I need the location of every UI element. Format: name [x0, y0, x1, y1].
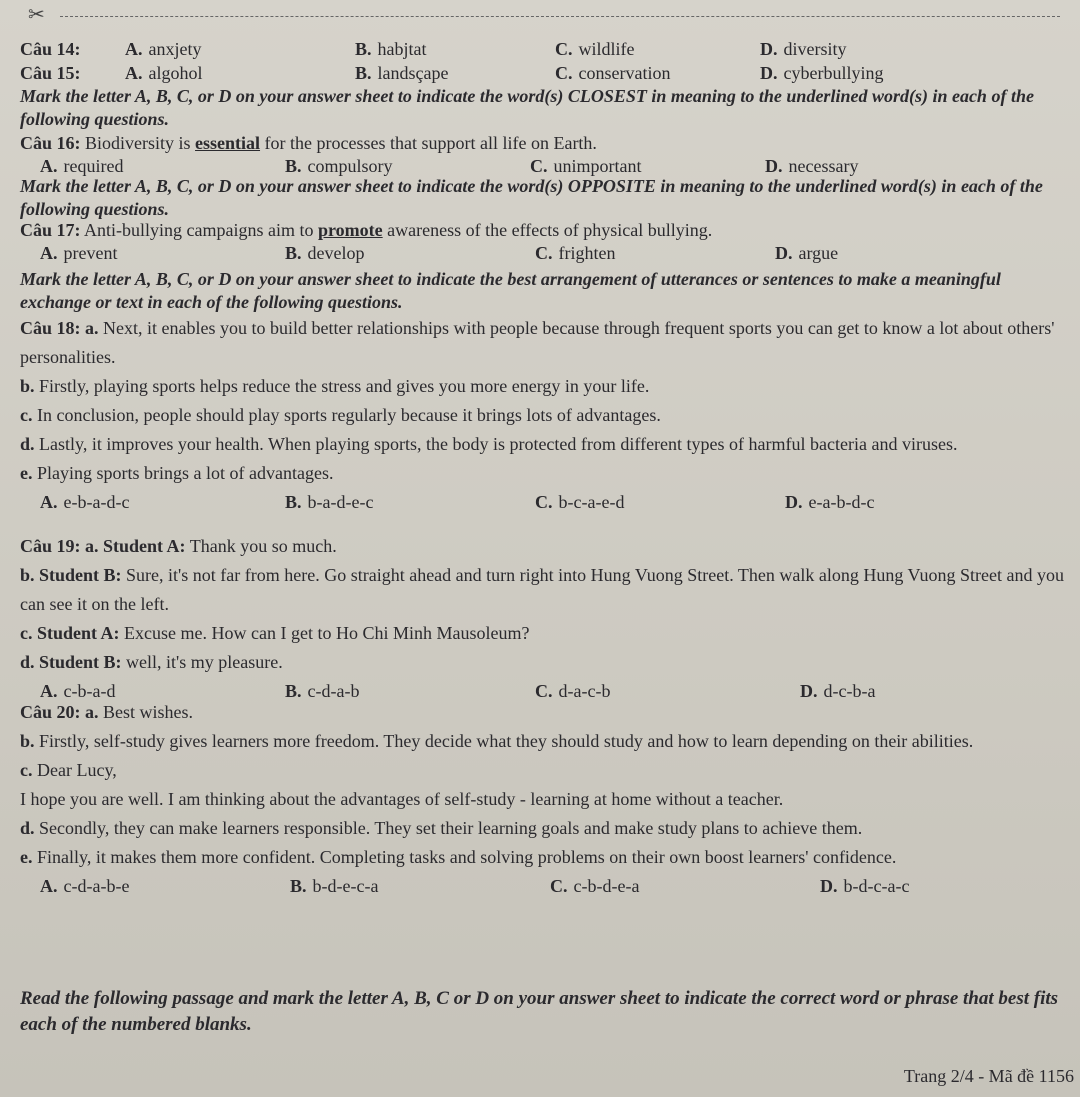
part-b: b. Firstly, self-study gives learners more freedom. They decide what they should study and how to learn depending on their abilities. [20, 731, 974, 751]
option-a[interactable]: A. anxjety [125, 39, 202, 59]
question-17: Câu 17: Anti-bullying campaigns aim to promote awareness of the effects of physical bullying. A. prevent B. develop C. frighten D. argue [20, 220, 839, 263]
question-18 [20, 314, 1068, 516]
option-d[interactable]: D. diversity [760, 39, 847, 59]
question-16: Câu 16: Biodiversity is essential for the processes that support all life on Earth. A. required B. compulsory C. unimportant D. necessary [20, 133, 859, 176]
option-c[interactable]: C. d-a-c-b [535, 681, 611, 701]
scissors-icon: ✂ [28, 4, 45, 26]
instruction-closest: Mark the letter A, B, C, or D on your answer sheet to indicate the word(s) CLOSEST in meaning to the underlined word(s) in each of the following questions. [20, 86, 1034, 129]
part-c: c. Dear Lucy, [20, 760, 117, 780]
option-a[interactable]: A. prevent [40, 243, 118, 263]
option-c[interactable]: C. frighten [535, 243, 616, 263]
option-c[interactable]: C. unimportant [530, 156, 642, 176]
question-label: Câu 14: [20, 39, 81, 59]
option-c[interactable]: C. b-c-a-e-d [535, 492, 625, 512]
sentence-c: c. In conclusion, people should play sports regularly because it brings lots of advantages. [20, 405, 661, 425]
option-d[interactable]: D. argue [775, 243, 839, 263]
question-label: Câu 19: [20, 536, 81, 556]
option-b[interactable]: B. c-d-a-b [285, 681, 360, 701]
question-label: Câu 17: [20, 220, 81, 240]
option-b[interactable]: B. b-d-e-c-a [290, 876, 379, 896]
option-b[interactable]: B. b-a-d-e-c [285, 492, 374, 512]
question-label: Câu 20: [20, 702, 81, 722]
option-d[interactable]: D. necessary [765, 156, 859, 176]
sentence-d: d. Lastly, it improves your health. When playing sports, the body is protected from different types of harmful bacteria and viruses. [20, 434, 958, 454]
underlined-word: promote [318, 220, 383, 240]
cut-line [60, 16, 1060, 17]
question-19 [20, 532, 1068, 705]
instruction-arrange: Mark the letter A, B, C, or D on your answer sheet to indicate the best arrangement of utterances or sentences to make a meaningful exchange or text in each of the following questions. [20, 269, 1001, 312]
part-e: e. Finally, it makes them more confident. Completing tasks and solving problems on their own boost learners' confidence. [20, 847, 897, 867]
option-b[interactable]: B. habjtat [355, 39, 427, 59]
option-b[interactable]: B. develop [285, 243, 365, 263]
question-14 [20, 38, 1068, 60]
page-footer: Trang 2/4 - Mã đề 1156 [903, 1066, 1074, 1086]
part-c-body: I hope you are well. I am thinking about the advantages of self-study - learning at home without a teacher. [20, 789, 784, 809]
option-a[interactable]: A. algohol [125, 63, 203, 83]
option-b[interactable]: B. compulsory [285, 156, 393, 176]
utterance-a: Câu 19: a. Student A: Thank you so much. [20, 536, 337, 556]
sentence-e: e. Playing sports brings a lot of advantages. [20, 463, 334, 483]
option-a[interactable]: A. c-b-a-d [40, 681, 116, 701]
option-d[interactable]: D. d-c-b-a [800, 681, 876, 701]
question-15 [20, 62, 1068, 84]
utterance-b: b. Student B: Sure, it's not far from here. Go straight ahead and turn right into Hung Vuong Street. Then walk along Hung Vuong Street and you can see it on the left. [20, 565, 1064, 614]
instruction-read: Read the following passage and mark the letter A, B, C or D on your answer sheet to indicate the correct word or phrase that best fits each of the numbered blanks. [20, 988, 1059, 1035]
question-label: Câu 15: [20, 63, 81, 83]
option-d[interactable]: D. e-a-b-d-c [785, 492, 875, 512]
utterance-d: d. Student B: well, it's my pleasure. [20, 652, 283, 672]
option-d[interactable]: D. cyberbullying [760, 63, 884, 83]
part-d: d. Secondly, they can make learners responsible. They set their learning goals and make study plans to achieve them. [20, 818, 863, 838]
option-c[interactable]: C. wildlife [555, 39, 635, 59]
option-b[interactable]: B. landsçape [355, 63, 449, 83]
option-a[interactable]: A. c-d-a-b-e [40, 876, 130, 896]
part-a: Câu 20: a. Best wishes. [20, 702, 194, 722]
underlined-word: essential [195, 133, 261, 153]
instruction-opposite: Mark the letter A, B, C, or D on your answer sheet to indicate the word(s) OPPOSITE in meaning to the underlined word(s) in each of the following questions. [20, 176, 1043, 219]
question-20 [20, 698, 1068, 900]
question-label: Câu 16: [20, 133, 81, 153]
sentence-b: b. Firstly, playing sports helps reduce the stress and gives you more energy in your life. [20, 376, 650, 396]
option-c[interactable]: C. conservation [555, 63, 671, 83]
option-a[interactable]: A. e-b-a-d-c [40, 492, 130, 512]
option-c[interactable]: C. c-b-d-e-a [550, 876, 640, 896]
question-label: Câu 18: [20, 318, 81, 338]
option-d[interactable]: D. b-d-c-a-c [820, 876, 910, 896]
utterance-c: c. Student A: Excuse me. How can I get to Ho Chi Minh Mausoleum? [20, 623, 530, 643]
sentence-a: Câu 18: a. Next, it enables you to build better relationships with people because through frequent sports you can get to know a lot about others' personalities. [20, 318, 1055, 367]
option-a[interactable]: A. required [40, 156, 124, 176]
